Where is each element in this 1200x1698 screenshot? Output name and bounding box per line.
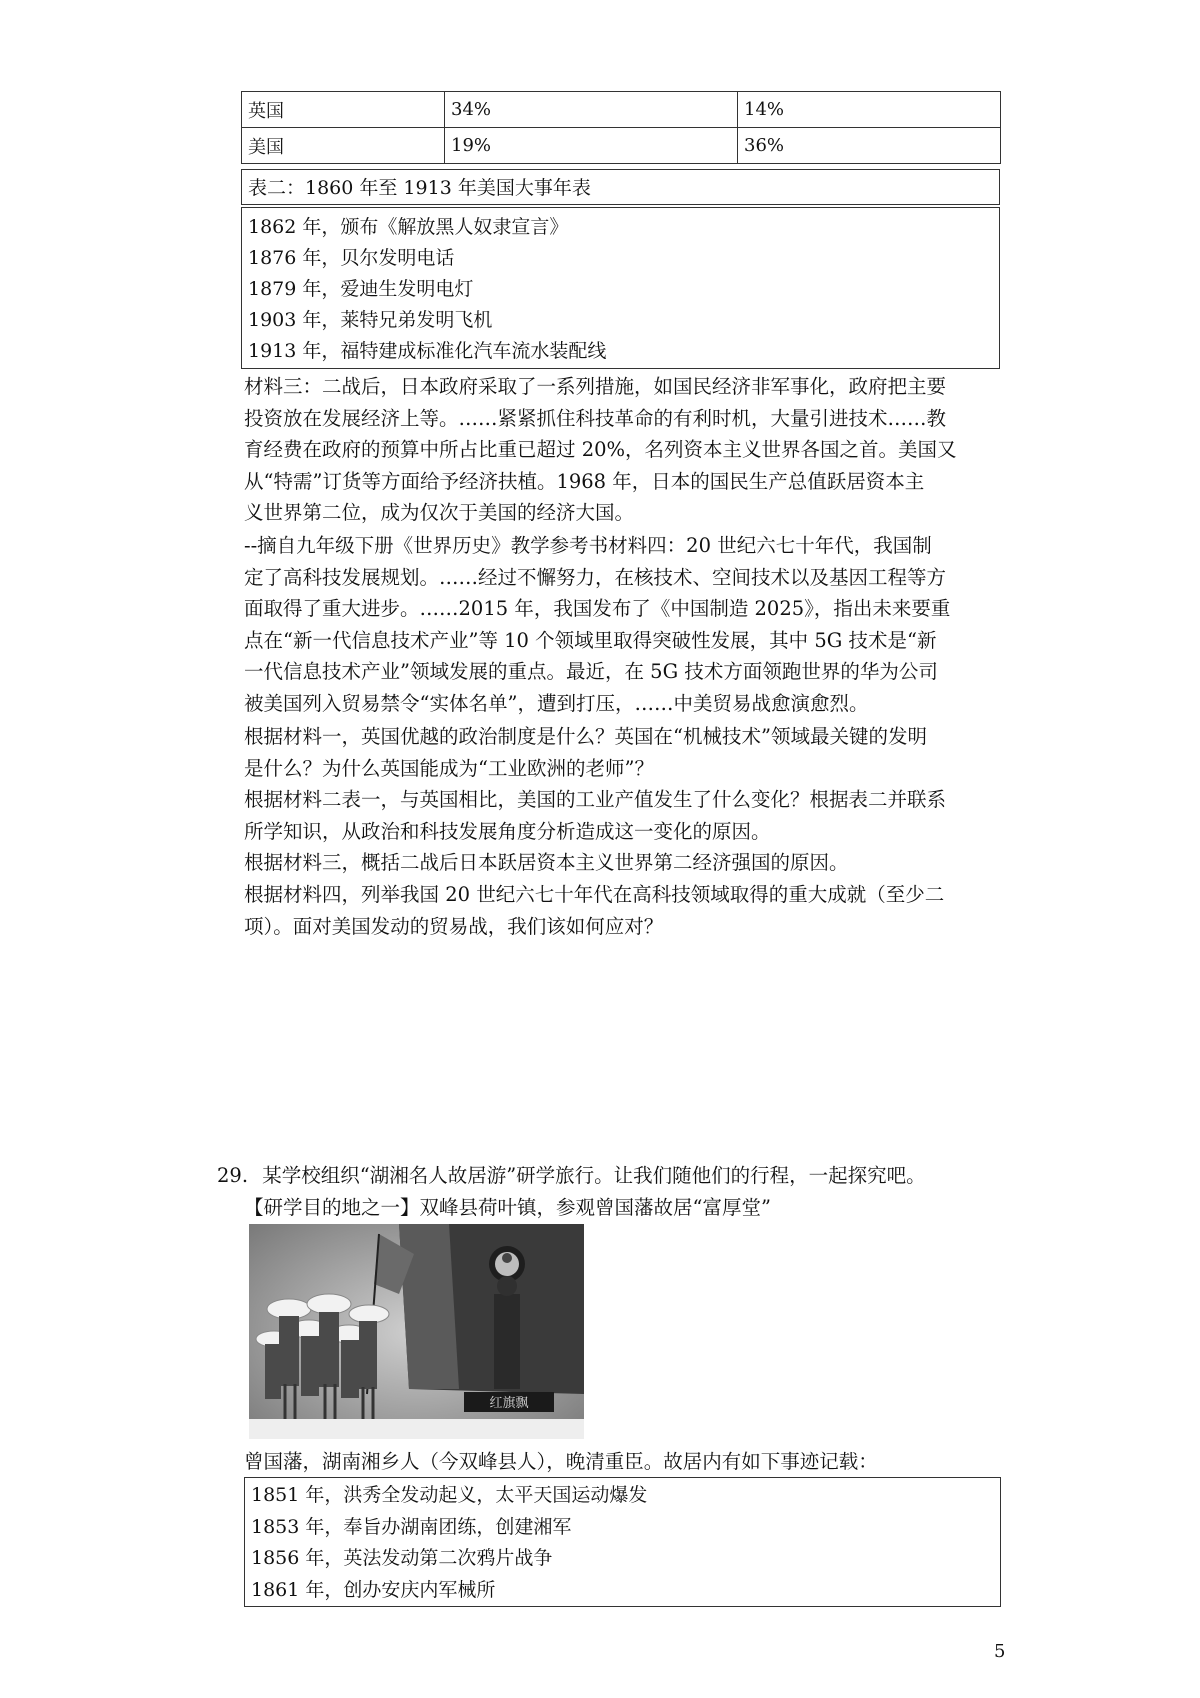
page-number: 5 [994,1641,1006,1662]
table-row [242,128,1001,164]
text-line: 项）。面对美国发动的贸易战，我们该如何应对？ [244,914,664,938]
text-line: 从“特需”订货等方面给予经济扶植。1968 年，日本的国民生产总值跃居资本主 [244,469,925,493]
former-residence-photo [249,1224,584,1439]
photo-caption: 曾国藩，湖南湘乡人（今双峰县人），晚清重臣。故居内有如下事迹记载： [244,1450,878,1473]
text-line: 一代信息技术产业”领域发展的重点。最近，在 5G 技术方面领跑世界的华为公司 [244,660,938,684]
text-line: 被美国列入贸易禁令“实体名单”，遭到打压，……中美贸易战愈演愈烈。 [244,691,869,715]
list-item: 1879 年，爱迪生发明电灯 [248,278,474,300]
list-item: 1861 年，创办安庆内军械所 [251,1578,496,1601]
list-item: 1853 年，奉旨办湖南团练，创建湘军 [251,1515,572,1538]
material-three [244,371,1004,529]
table-cell-value: 14% [738,92,1001,128]
text-line: 投资放在发展经济上等。……紧紧抓住科技革命的有利时机，大量引进技术……教 [244,406,947,430]
list-item: 1876 年，贝尔发明电话 [248,247,455,269]
table-cell-value: 19% [445,128,738,164]
question-number: 29. [217,1164,249,1187]
table-cell-country: 英国 [242,92,445,128]
text-line: 面取得了重大进步。……2015 年，我国发布了《中国制造 2025》，指出未来要重 [244,597,951,621]
text-line: 根据材料三，概括二战后日本跃居资本主义世界第二经济强国的原因。 [244,851,849,875]
study-destination: 【研学目的地之一】双峰县荷叶镇，参观曾国藩故居“富厚堂” [244,1196,771,1219]
material-four [244,530,1004,720]
text-line: --摘自九年级下册《世界历史》教学参考书材料四：20 世纪六七十年代，我国制 [244,534,932,557]
text-line: 根据材料四，列举我国 20 世纪六七十年代在高科技领域取得的重大成就（至少二 [244,882,945,906]
photo-banner-text: 红旗飘 [489,1396,529,1411]
list-item: 1856 年，英法发动第二次鸦片战争 [251,1547,553,1569]
list-item: 1851 年，洪秀全发动起义，太平天国运动爆发 [251,1484,648,1506]
text-line: 根据材料一，英国优越的政治制度是什么？英国在“机械技术”领域最关键的发明 [244,725,927,748]
industrial-output-table [241,91,1001,164]
table-cell-value: 36% [738,128,1001,164]
text-line: 点在“新一代信息技术产业”等 10 个领域里取得突破性发展，其中 5G 技术是“新 [244,628,937,652]
text-line: 所学知识，从政治和科技发展角度分析造成这一变化的原因。 [244,819,771,843]
questions-block [244,721,1004,942]
text-line: 是什么？为什么英国能成为“工业欧洲的老师”？ [244,756,654,780]
question-29 [217,1161,926,1191]
text-line: 材料三：二战后，日本政府采取了一系列措施，如国民经济非军事化，政府把主要 [244,375,947,398]
text-line: 定了高科技发展规划。……经过不懈努力，在核技术、空间技术以及基因工程等方 [244,565,947,589]
text-line: 育经费在政府的预算中所占比重已超过 20%，名列资本主义世界各国之首。美国又 [244,438,957,462]
table-cell-value: 34% [445,92,738,128]
text-line: 根据材料二表一，与英国相比，美国的工业产值发生了什么变化？根据表二并联系 [244,788,947,812]
list-item: 1903 年，莱特兄弟发明飞机 [248,309,493,331]
us-timeline-table [241,207,1000,369]
list-item: 1913 年，福特建成标准化汽车流水装配线 [248,340,607,362]
list-item: 1862 年，颁布《解放黑人奴隶宣言》 [248,216,569,238]
table-row [242,92,1001,128]
text-line: 义世界第二位，成为仅次于美国的经济大国。 [244,501,635,525]
table-cell-country: 美国 [242,128,445,164]
zeng-guofan-events-table [244,1477,1001,1607]
timeline-table-title: 表二：1860 年至 1913 年美国大事年表 [241,169,1000,205]
question-text: 某学校组织“湖湘名人故居游”研学旅行。让我们随他们的行程，一起探究吧。 [262,1164,926,1187]
